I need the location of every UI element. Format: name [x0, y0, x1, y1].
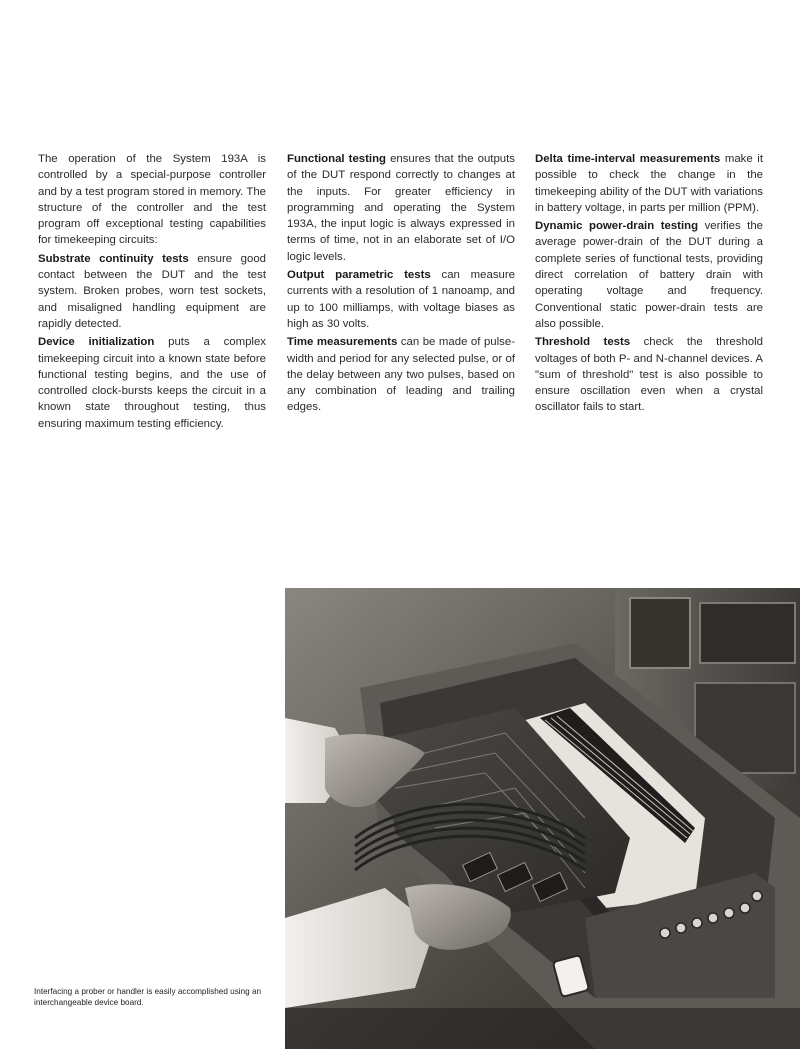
- paragraph: Time measurements can be made of pulse-width and period for any selected pulse, or of the delay between any two pulses, based on any combination of leading and trailing edges.: [287, 336, 515, 414]
- paragraph: Device initialization puts a complex timekeeping circuit into a known state before functional testing begins, and the use of controlled clock-bursts keeps the circuit in a known state throughout testing, thus ensuring maximum testing efficiency.: [38, 336, 266, 430]
- paragraph: Threshold tests check the threshold voltages of both P- and N-channel devices. A "sum of threshold" test is also possible to ensure oscillation even when a crystal oscillator fails to start.: [535, 336, 763, 414]
- text-column-1: [38, 151, 266, 434]
- paragraph: The operation of the System 193A is controlled by a special-purpose controller and by a test program stored in memory. The structure of the controller and the test program off exceptional testing capabilities for timekeeping circuits:: [38, 153, 266, 247]
- photo-caption: Interfacing a prober or handler is easily accomplished using an interchangeable device board.: [34, 987, 262, 1007]
- text-column-2: [287, 151, 515, 418]
- paragraph: Dynamic power-drain testing verifies the average power-drain of the DUT during a complete series of functional tests, providing direct correlation of battery drain with operating voltage and frequency. Conventional static power-drain tests are also possible.: [535, 220, 763, 330]
- paragraph: Substrate continuity tests ensure good contact between the DUT and the test system. Broken probes, worn test sockets, and misaligned handling equipment are rapidly detected.: [38, 252, 266, 330]
- paragraph: Functional testing ensures that the outputs of the DUT respond correctly to changes at the inputs. For greater efficiency in programming and operating the System 193A, the input logic is always expressed in terms of time, not in an elaborate set of I/O logic levels.: [287, 153, 515, 263]
- text-column-3: [535, 151, 763, 418]
- device-board-photo: [285, 588, 800, 1049]
- paragraph: Output parametric tests can measure currents with a resolution of 1 nanoamp, and up to 100 milliamps, with voltage biases as high as 30 volts.: [287, 269, 515, 330]
- paragraph: Delta time-interval measurements make it possible to check the change in the timekeeping ability of the DUT with variations in battery voltage, in parts per million (PPM).: [535, 153, 763, 214]
